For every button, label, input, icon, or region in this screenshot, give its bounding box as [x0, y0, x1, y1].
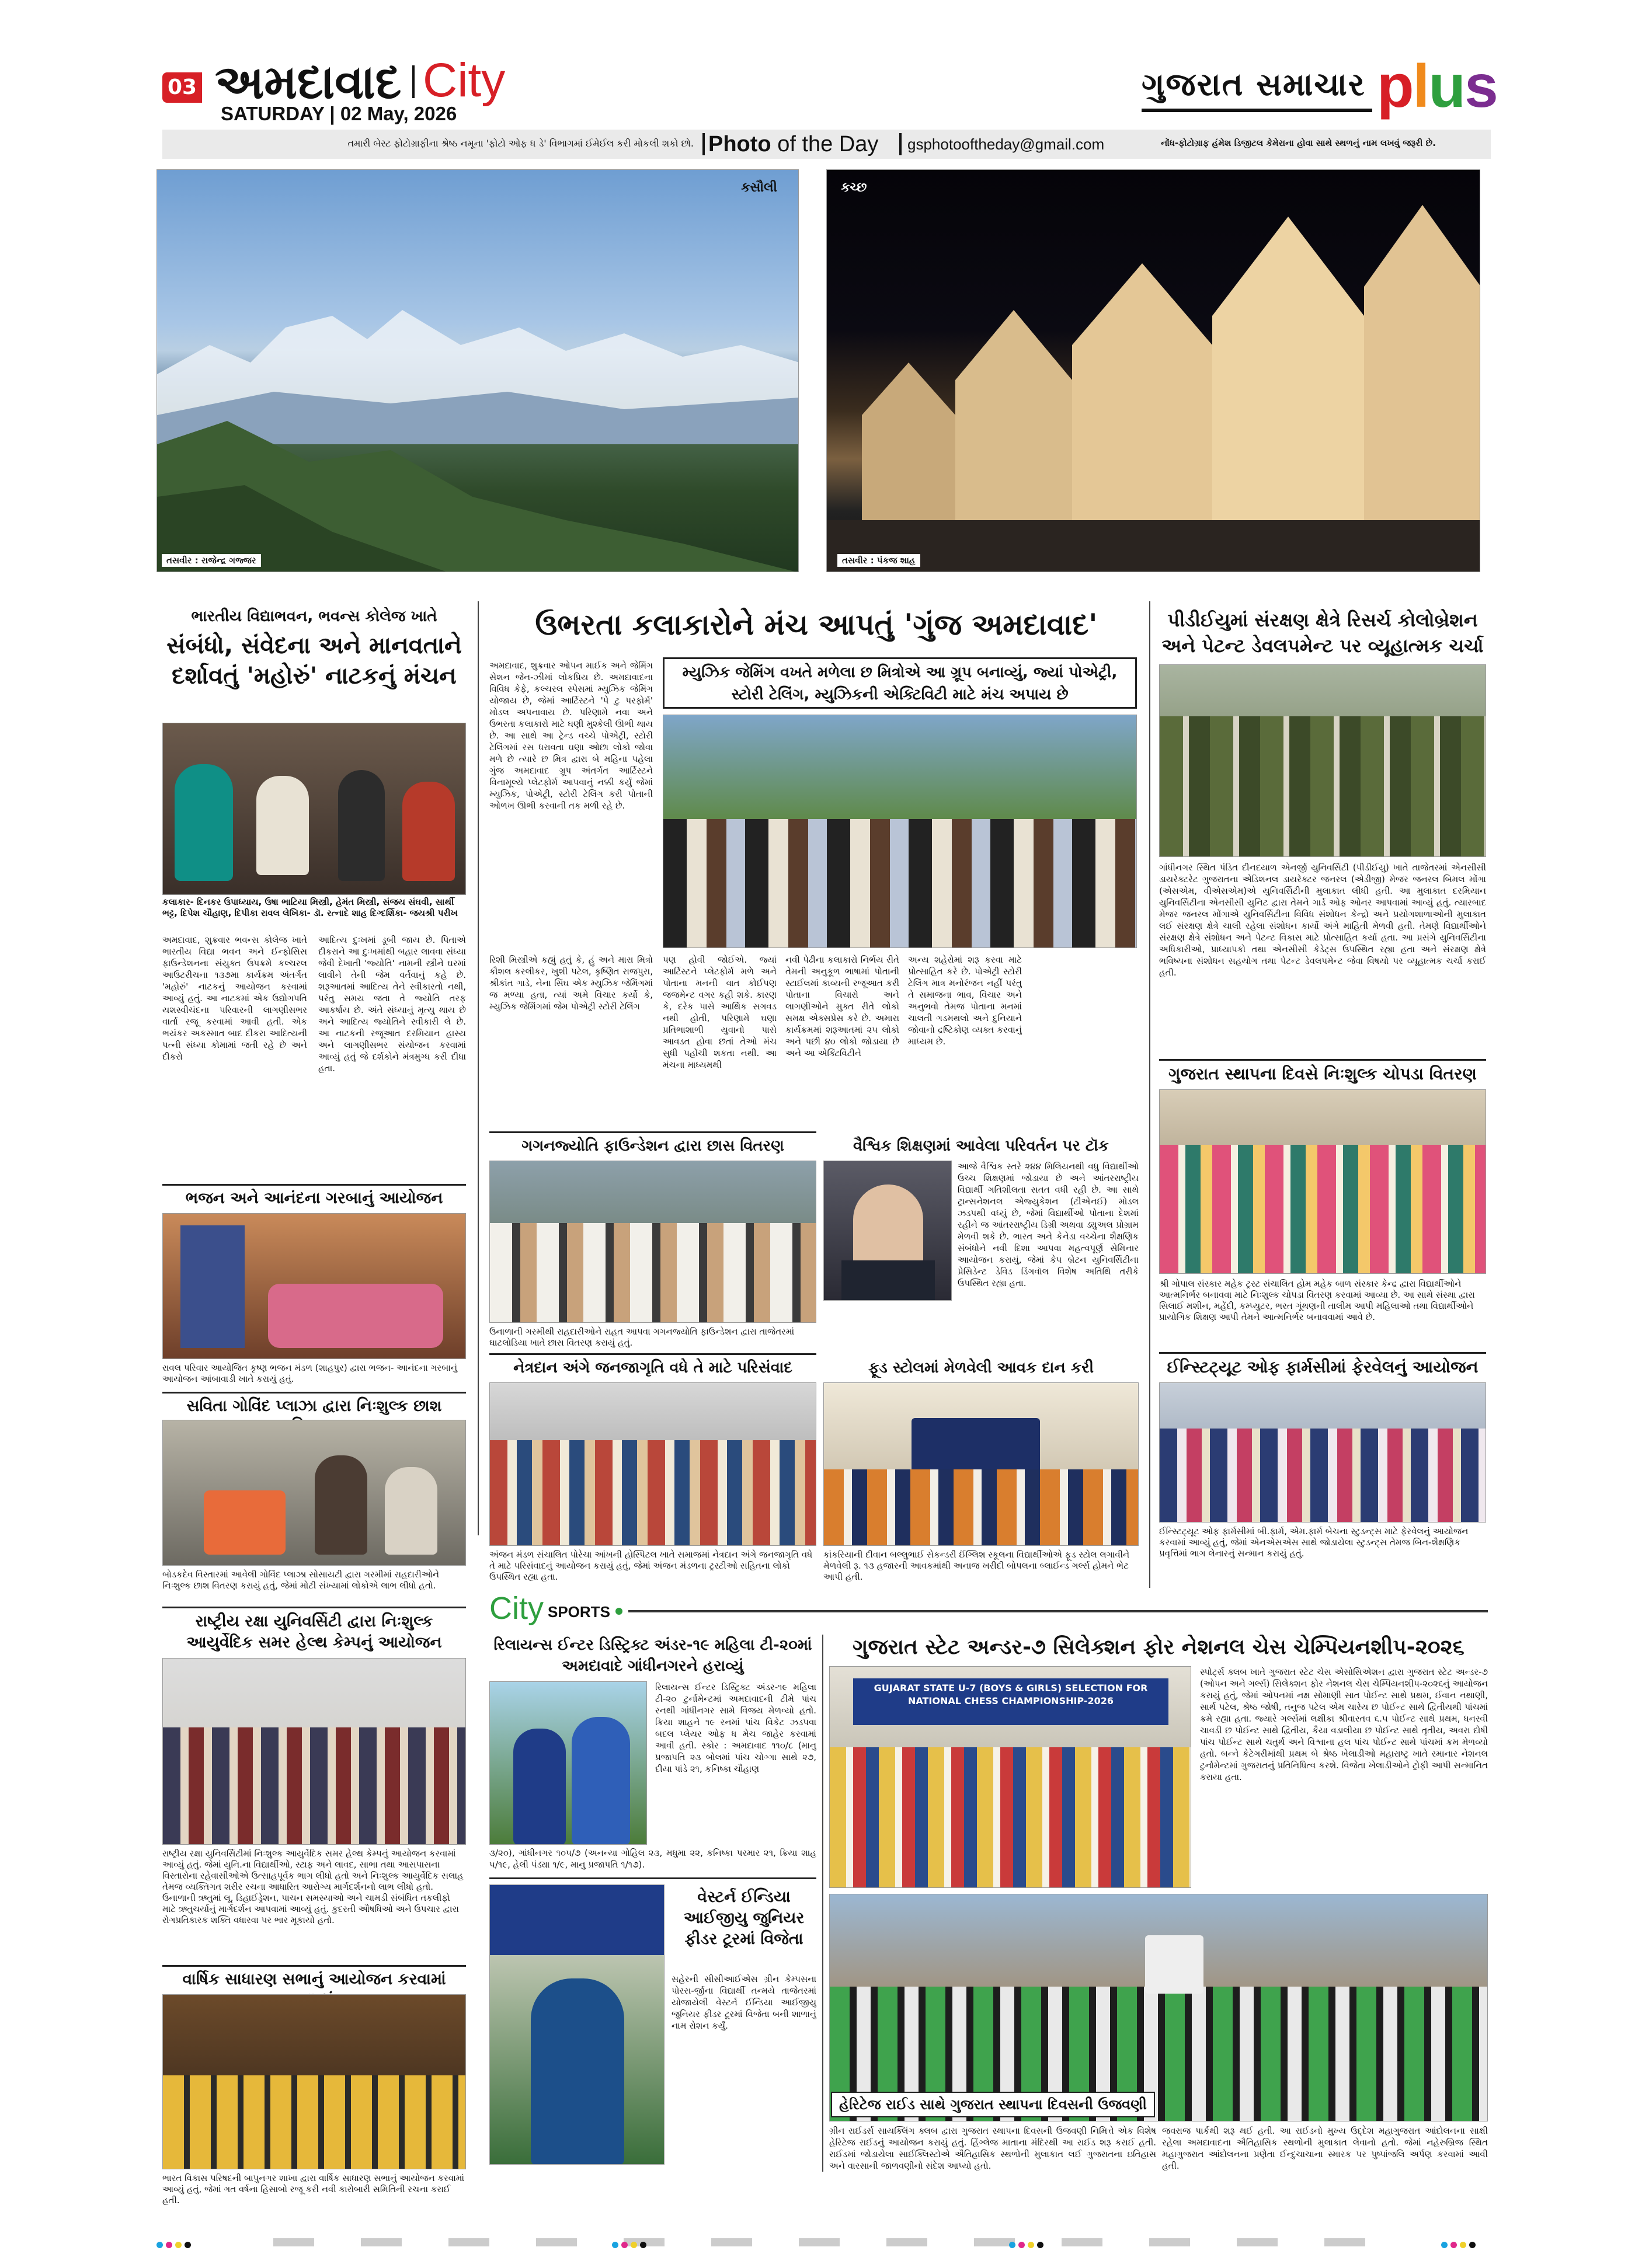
col1-headline: સંબંધો, સંવેદના અને માનવતાને દર્શાવતું 'મહોરું' નાટકનું મંચન: [166, 632, 462, 689]
col1-head-bhajan: ભજન અને આનંદના ગરબાનું આયોજન: [185, 1189, 443, 1207]
photo-bar-email[interactable]: gsphotooftheday@gmail.com: [907, 135, 1105, 153]
center-boxhead: મ્યુઝિક જેમિંગ વખતે મળેલા છ મિત્રોએ આ ગ્રૂપ બનાવ્યું, જ્યાં પોએટ્રી, સ્ટોરી ટેલિંગ, મ્યુઝિકની એક્ટિવિટી માટે મંચ અપાય છે: [663, 657, 1137, 709]
sports-body-chess: સ્પોર્ટ્સ ક્લબ ખાતે ગુજરાત સ્ટેટ ચેસ એસોસિએશન દ્વારા ગુજરાત સ્ટેટ અન્ડર-૭ (ઓપન અને ગર્લ્સ) સિલેક્શન ફોર નેશનલ ચેસ ચેમ્પિયનશીપ-૨૦૨૬નું આયોજન કરાયું હતું, જેમાં ઓપનમાં નક્ષ સોમાણી સાત પોઈન્ટ સાથે પ્રથમ, ઈવાન નથાણી, સાર્થ પટેલ, શ્રેષ્ઠ જોષી, તનુજ પટેલ એમ ચારેય છ પોઈન્ટ સાથે દ્વિતીયથી પાંચમાં ક્રમે રહ્યા હતા. જ્યારે ગર્લ્સમાં લક્ષીકા શ્રીવાસ્તવ ૬.૫ પોઈન્ટ સાથે પ્રથમ, ધનસ્વી ચાવડી છ પોઈન્ટ સાથે દ્વિતીય, કૈયા વડાલીયા છ પોઈન્ટ સાથે તૃતીય, અવરા દોષી પાંચ પોઈન્ટ સાથે ચતુર્થ અને વિશ્વાના હલ પાંચ પોઈન્ટ સાથે પાંચમાં ક્રમ મેળવ્યો હતો. બન્ને કેટેગરીમાંથી પ્રથમ બે શ્રેષ્ઠ ખેલાડીઓ મહારાષ્ટ્ર ખાતે રમાનાર નેશનલ ટુર્નામેન્ટમાં ગુજરાતનું પ્રતિનિધિત્વ કરશે. વિજેતા ખેલાડીઓને ટ્રોફી આપી સન્માનિત કરાયા હતા.: [1200, 1667, 1488, 1782]
col1-rule-1: [162, 1184, 466, 1186]
sports-header: [489, 1593, 1488, 1624]
ride-banner: [1145, 1935, 1203, 1994]
sports-body-cricket: રિલાયન્સ ઈન્ટર ડિસ્ટ્રિક્ટ અંડર-૧૯ મહિલા ટી-૨૦ ટુર્નામેન્ટમાં અમદાવાદની ટીમે પાંચ રનથી ગાંધીનગર સામે વિજય મેળવ્યો હતો. ક્રિયા શાહને ૧૯ રનમાં પાંચ વિકેટ ઝડપવા બદલ પ્લેયર ઓફ ધ મેચ જાહેર કરવામાં આવી હતી. સ્કોર : અમદાવાદ ૧૧૦/૮ (માનુ પ્રજાપતિ ૨૩ બોલમાં પાંચ ચોગ્ગા સાથે ૨૭, દીયા પાંડે ૨૧, કનિષ્કા ચૌહાણ: [655, 1682, 816, 1774]
sports-photo-golf: [489, 1884, 665, 2165]
sports-photo-chess: [829, 1666, 1191, 1888]
center-photo-netra: [489, 1382, 816, 1546]
sports-body-golf: સહેરની સીસીઆઈએસ ગ્રીન કેમ્પસના પોરસ-ર્જીના વિદ્યાર્થી તન્મયે તાજેતરમાં યોજાયેલી વેસ્ટર્ન ઈન્ડિયા આઈજીયુ જુનિયર ફીડર ટૂરમાં વિજેતા બની શાળાનું નામ રોશન કર્યું.: [672, 1974, 816, 2031]
photo-bar-note-left: તમારી બેસ્ટ ફોટોગ્રાફીના શ્રેષ્ઠ નમૂના 'ફોટો ઓફ ધ ડે' વિભાગમાં ઈમેઈલ કરી મોકલી શકો છો.: [347, 138, 694, 149]
col1-caption: કલાકાર- દિનકર ઉપાધ્યાય, ઉષા ભાટિયા મિસ્ત્રી, હેમંત મિસ્ત્રી, સંજય સંઘવી, સાર્થી ભટ્ટ, દિપેશ ચૌહાણ, દિપીકા રાવલ લેખિકા- ડૉ. રત્નાદે શાહ દિગ્દર્શિકા- જયશ્રી પરીખ: [162, 897, 458, 918]
col1-photo-rru: [162, 1658, 466, 1845]
sports-rule-1: [489, 1877, 816, 1879]
section-divider: [412, 65, 415, 98]
sports-body-ride-b: જવરાજ પાર્કથી શરૂ થઈ હતી. આ રાઈડનો મુખ્ય ઉદ્દેશ મહાગુજરાત આંદોલનના સાક્ષી રહેલા અમદાવાદના ઐતિહાસિક સ્થળોની મુલાકાત લેવાનો હતો. જેમાં નહેરુબ્રિજ સ્થિત મહાગુજરાત આંદોલનના પ્રણેતા ઈન્દુચાચાના સ્મારક પર પુષ્પાંજલિ અર્પણ કરવામાં આવી હતી.: [1162, 2126, 1488, 2171]
center-photo-gunj: [663, 715, 1137, 948]
col1-caption-bhajan: રાવલ પરિવાર આયોજિત કૃષ્ણ ભજન મંડળ (શાહપુર) દ્વારા ભજન- આનંદના ગરબાનું આયોજન આંબાવાડી ખાતે કરાયું હતું.: [162, 1363, 458, 1384]
masthead: [0, 0, 1635, 130]
col4-caption-pharmacy: ઈન્સ્ટિટ્યૂટ ઓફ ફાર્મસીમાં બી.ફાર્મ, એમ.ફાર્મ બેચના સ્ટુડન્ટ્સ માટે ફેરવેલનું આયોજન કરવામાં આવ્યું હતું, જેમાં એનએસએસ સાથે જોડાયેલા સ્ટુડન્ટ્સ તેમજ બિન-શૈક્ષણિક પ્રવૃત્તિમાં ભાગ લેનારનું સન્માન કરાયું હતું.: [1159, 1526, 1469, 1559]
footer-marks: [156, 2235, 1494, 2252]
sports-photo-ride: [829, 1894, 1488, 2121]
plus-logo: plus: [1377, 53, 1497, 120]
sports-head-chess: ગુજરાત સ્ટેટ અન્ડર-૭ સિલેક્શન ફોર નેશનલ ચેસ ચેમ્પિયનશીપ-૨૦૨૬: [853, 1635, 1464, 1659]
col1-rule-3: [162, 1607, 466, 1608]
col1-photo-drama: [162, 723, 466, 895]
col-divider-1: [478, 601, 479, 1535]
photo-bar-title-b: of the Day: [771, 132, 879, 156]
center-photo-gagan: [489, 1161, 816, 1323]
center-body-a: પણ હોવી જોઈએ. જ્યાં આર્ટિસ્ટને પ્લેટફોર્મ મળે અને પોતાના મનની વાત કોઈપણ જજમેન્ટ વગર કહી શકે. કારણ કે, દરેક પાસે આર્થિક સગવડ નથી હોતી, પરિણામે ઘણા પ્રતિભાશાળી યુવાનો પાસે આવડત હોવા છતાં તેઓ મંચ સુધી પહોંચી શકતા નથી. આ મંચના માધ્યમથી: [663, 954, 777, 1070]
temple-silhouette: [827, 170, 1480, 572]
sports-body-ride: ગ્રીન રાઈડર્સ સાયક્લિંગ ક્લબ દ્વારા ગુજરાત સ્થાપના દિવસની ઉજવણી નિમિત્તે એક વિશેષ હેરિટેજ રાઈડનું આયોજન કરાયું હતું. હિંગ્લેજ માતાના મંદિરથી આ રાઈડ શરૂ કરાઈ હતી. રાઈડમાં જોડાયેલા સાઈક્લિસ્ટોએ ઐતિહાસિક સ્થળોની મુલાકાત લઈ ગુજરાતના ઇતિહાસ અને વારસાની જાળવણીનો સંદેશ આપ્યો હતો.: [829, 2126, 1156, 2171]
col4-photo-pharmacy: [1159, 1382, 1486, 1523]
sports-label: SPORTS: [548, 1603, 610, 1621]
mountain-range: [157, 170, 799, 572]
col1-photo-chhash: [162, 1420, 466, 1566]
col1-rule-2: [162, 1392, 466, 1393]
photo-bar-note-right: નોંધ-ફોટોગ્રાફ હંમેશ ડિજીટલ કેમેરાના હોવા સાથે સ્થળનું નામ લખવું જરૂરી છે.: [1161, 138, 1436, 148]
center-caption-food: કાંકરિયાની દીવાન બલ્લુભાઈ સેકન્ડરી ઈંગ્લિશ સ્કૂલના વિદ્યાર્થીઓએ ફૂડ સ્ટોલ લગાવીને મેળવેલી રૂ. ૧૩ હજારની આવકમાંથી અનાજ ખરીદી બોપલના બ્લાઈન્ડ ગર્લ્સ હોમને ભેટ આપી હતી.: [823, 1549, 1130, 1582]
sports-head-golf: વેસ્ટર્ન ઈન્ડિયા આઈજીયુ જુનિયર ફીડર ટૂરમાં વિજેતા: [683, 1888, 805, 1948]
sports-dot: [615, 1608, 622, 1615]
photo-kutch-credit: તસવીર : પંકજ શાહ: [837, 554, 920, 567]
page-number: 03: [162, 72, 202, 103]
center-head-gagan: ગગનજ્યોતિ ફાઉન્ડેશન દ્વારા છાસ વિતરણ: [521, 1137, 784, 1155]
sports-head-cricket: રિલાયન્સ ઈન્ટર ડિસ્ટ્રિક્ટ અંડર-૧૯ મહિલા ટી-૨૦માં અમદાવાદે ગાંધીનગરને હરાવ્યું: [493, 1636, 812, 1675]
center-head-netra: નેત્રદાન અંગે જનજાગૃતિ વધે તે માટે પરિસંવાદ: [513, 1359, 792, 1377]
chess-banner: GUJARAT STATE U-7 (BOYS & GIRLS) SELECTION FOR NATIONAL CHESS CHAMPIONSHIP-2026: [853, 1678, 1168, 1725]
col1-caption-chhash: બોડકદેવ વિસ્તારમાં આવેલી ગોવિંદ પ્લાઝા સોસાયટી દ્વારા ગરમીમાં રાહદારીઓને નિઃશુલ્ક છાશ વિતરણ કરાયું હતું, જેમાં મોટી સંખ્યામાં લોકોએ લાભ લીધો હતો.: [162, 1569, 440, 1591]
paper-name: ગુજરાત સમાચાર: [1142, 65, 1366, 103]
center-rule-2: [489, 1353, 816, 1355]
col1-caption-rru: રાષ્ટ્રીય રક્ષા યુનિવર્સિટીમાં નિઃશુલ્ક આયુર્વેદિક સમર હેલ્થ કેમ્પનું આયોજન કરવામાં આવ્યું હતું. જેમાં યુનિ.ના વિદ્યાર્થીઓ, સ્ટાફ અને લાવદ, સાભા તથા આસપાસના વિસ્તારોના રહેવાસીઓએ ઉત્સાહપૂર્વક ભાગ લીધો હતો અને નિઃશુલ્ક આયુર્વેદિક સલાહ તેમજ વ્યક્તિગત શરીર રચના આધારિત આરોગ્ય માર્ગદર્શનનો લાભ લીધો હતો. ઉનાળાની ઋતુમાં લૂ, ડિહાઈડ્રેશન, પાચન સમસ્યાઓ અને ચામડી સંબંધિત તકલીફો માટે ઋતુચર્યાનું માર્ગદર્શન આપવામાં આવ્યું હતું. કુદરતી ઔષધિઓ અને ઉપચાર દ્વારા રોગપ્રતિકારક શક્તિ વધારવા પર ભાર મૂકાયો હતો.: [162, 1848, 464, 1925]
photo-kutch-place: કચ્છ: [841, 180, 867, 195]
col1-photo-bhajan: [162, 1213, 466, 1359]
col4-photo-chopda: [1159, 1089, 1486, 1274]
center-caption-netra: અંજન મંડળ સંચાલિત પોરેચા આંખની હોસ્પિટલ ખાતે સમાજમાં નેત્રદાન અંગે જનજાગૃતિ વધે તે માટે પરિસંવાદનું આયોજન કરાયું હતું, જેમાં અંજન મંડળના ટ્રસ્ટીઓ સહિતના લોકો ઉપસ્થિત રહ્યા હતા.: [489, 1549, 813, 1582]
photo-kasauli-credit: તસવીર : રાજેન્દ્ર ગજ્જર: [162, 554, 261, 567]
sports-divider: [822, 1635, 823, 2172]
center-photo-food: [823, 1382, 1139, 1546]
col4-rule-1: [1159, 1059, 1486, 1061]
center-rule-1: [489, 1131, 816, 1133]
photo-bar-sep-2: [899, 133, 902, 155]
col4-head-chopda: ગુજરાત સ્થાપના દિવસે નિઃશુલ્ક ચોપડા વિતરણ: [1168, 1064, 1477, 1084]
col1-body-b: આદિત્ય દુઃખમાં ડૂબી જાય છે. પિતાએ દીકરાને આ દુઃખમાંથી બહાર લાવવા સંધ્યા જેવી દેખાતી 'જ્યોતિ' નામની સ્ત્રીને ઘરમાં લાવીને તેની જેમ વર્તવાનું કહે છે. શરૂઆતમાં આદિત્ય તેને સ્વીકારતો નથી, પરંતુ સમય જતા તે જ્યોતિ તરફ આકર્ષાય છે. અંતે સંધ્યાનું મૃત્યુ થાય છે અને આદિત્ય જ્યોતિને સ્વીકારી લે છે. આ નાટકની રજૂઆત દરમિયાન હાસ્ય અને લાગણીસભર સંયોજન કરવામાં આવ્યું હતું જે દર્શકોને મંત્રમુગ્ધ કરી દીધા હતા.: [318, 935, 466, 1074]
photo-bar-sep-1: [702, 133, 705, 155]
col-divider-2: [1149, 601, 1150, 1588]
center-body-talk: આજે વૈશ્વિક સ્તરે ૨૪૪ મિલિયનથી વધુ વિદ્યાર્થીઓ ઉચ્ચ શિક્ષણમાં જોડાયા છે અને આંતરરાષ્ટ્રીય વિદ્યાર્થી ગતિશીલતા સતત વધી રહી છે. આ સાથે ટ્રાન્સનેશનલ એજ્યુકેશન (ટીએનઈ) મોડલ ઝડપથી વધ્યું છે, જેમાં વિદ્યાર્થીઓ પોતાના દેશમાં રહીને જ આંતરરાષ્ટ્રીય ડિગ્રી અથવા ડ્યુઅલ પ્રોગ્રામ મેળવી શકે છે. ભારત અને કેનેડા વચ્ચેના શૈક્ષણિક સંબંધોને નવી દિશા આપવા મહત્વપૂર્ણ સેમિનાર આયોજન કરાયું, જેમાં કેપ બ્રેટન યુનિવર્સિટીના પ્રેસિડેન્ટ ડેવિડ ડિંગવૉલ વિશેષ અતિથિ તરીકે ઉપસ્થિત રહ્યા હતા.: [958, 1161, 1139, 1288]
col1-caption-agm: ભારત વિકાસ પરિષદની બાપુનગર શાખા દ્વારા વાર્ષિક સાધારણ સભાનું આયોજન કરવામાં આવ્યું હતું, જેમાં ગત વર્ષના હિસાબો રજૂ કરી નવી કારોબારી સમિતિની રચના કરાઈ હતી.: [162, 2173, 465, 2206]
paper-underline: [1142, 109, 1372, 112]
center-head-talk: વૈશ્વિક શિક્ષણમાં આવેલા પરિવર્તન પર ટૉક: [853, 1137, 1109, 1155]
col4-headline: પીડીઈયુમાં સંરક્ષણ ક્ષેત્રે રિસર્ચ કોલોબ્રેશન અને પેટન્ટ ડેવલપમેન્ટ પર વ્યૂહાત્મક ચર્ચા: [1161, 609, 1484, 657]
sports-head-ride: હેરિટેજ રાઈડ સાથે ગુજરાત સ્થાપના દિવસની ઉજવણી: [831, 2092, 1155, 2117]
col4-body-pdeu: ગાંધીનગર સ્થિત પંડિત દીનદયાળ એનર્જી યુનિવર્સિટી (પીડીઈયુ) ખાતે તાજેતરમાં એનસીસી ડાયરેક્ટરેટ ગુજરાતના એડિશનલ ડાયરેક્ટર જનરલ (એડીજી) મેજર જનરલ બિમલ મોંગા (એસએમ, વીએસએમ)એ યુનિવર્સિટીની મુલાકાત લીધી હતી. આ મુલાકાત દરમિયાન યુનિવર્સિટીના એનસીસી યુનિટ દ્વારા તેમને ગાર્ડ ઓફ ઓનર આપવામાં આવ્યું હતું. ત્યારબાદ મેજર જનરલ મોંગાએ યુનિવર્સિટીના વિવિધ સંશોધન કેન્દ્રો અને પ્રયોગશાળાઓની મુલાકાત લઈ સંરક્ષણ ક્ષેત્રે ચાલી રહેલા સંશોધન કાર્યો અંગે માહિતી મેળવી હતી. તેમણે વિદ્યાર્થીઓને સંરક્ષણ ક્ષેત્રે સંશોધન અને પેટન્ટ વિકાસ માટે પ્રોત્સાહિત કર્યા હતા. આ પ્રસંગે યુનિવર્સિટીના અધિકારીઓ, પ્રાધ્યાપકો તથા એનસીસી કેડેટ્સ ઉપસ્થિત રહ્યા હતા અને સંરક્ષણ ક્ષેત્રે ભવિષ્યના સંશોધન સહયોગ તથા પેટન્ટ ડેવલપમેન્ટ જેવા વિષયો પર વ્યૂહાત્મક ચર્ચા કરાઈ હતી.: [1159, 862, 1486, 978]
col1-body-a: અમદાવાદ, શુક્રવાર ભવન્સ કોલેજ ખાતે ભારતીય વિદ્યા ભવન અને ઈન્ફોસિસ ફાઉન્ડેશનના સંયુક્ત ઉપક્રમે કલ્ચરલ આઉટરીચના ૧૩૭મા કાર્યક્રમ અંતર્ગત 'મહોરું' નાટકનું આયોજન કરવામાં આવ્યું હતું. આ નાટકમાં એક ઉદ્યોગપતિ યશસ્વીચંદના પરિવારની લાગણીસભર વાર્તા રજૂ કરવામાં આવી હતી. એક ભયંકર અકસ્માત બાદ દીકરા આદિત્યની પત્ની સંધ્યા કોમામાં જતી રહે છે અને દીકરો: [162, 935, 307, 1062]
col1-head-chhash: સવિતા ગોવિંદ પ્લાઝા દ્વારા નિઃશુલ્ક છાશ: [186, 1397, 442, 1415]
photo-kasauli: [156, 169, 799, 572]
center-body-b: રિશી મિસ્ત્રીએ કહ્યું હતું કે, હું અને મારા મિત્રો કૌશલ કરલીકર, ખુશી પટેલ, કૃષ્ણિત રાજપુરા, શ્રીકાંત ગાડે, નેના સિંઘ એક મ્યુઝિક જેમિંગમાં જ મળ્યા હતા, ત્યાં અમે વિચાર કર્યો કે, મ્યુઝિક જેમિંગમાં જેમ પોએટ્રી સ્ટોરી ટેલિંગ: [489, 954, 653, 1012]
photo-of-day-bar: [162, 130, 1491, 159]
col1-photo-agm: [162, 1994, 466, 2169]
sports-body-cricket-b: ૩/૨૦), ગાંધીનગર ૧૦૫/૭ (અનન્યા ગોહિલ ૨૩, મધુમા ૨૨, કનિષ્કા પરમાર ૨૧, ક્રિયા શાહ ૫/૧૯, હેલી પંડ્યા ૧/૯, માનુ પ્રજાપતિ ૧/૧૭).: [489, 1848, 816, 1870]
city-label: City: [423, 54, 506, 107]
sports-rule: [628, 1610, 1488, 1612]
photo-bar-title: [708, 131, 878, 158]
golf-banner: [490, 1885, 665, 1955]
col1-kicker: ભારતીય વિદ્યાભવન, ભવન્સ કોલેજ ખાતે: [191, 608, 437, 625]
col4-photo-pdeu: [1159, 664, 1486, 857]
center-caption-gagan: ઉનાળાની ગરમીથી રાહદારીઓને રાહત આપવા ગગનજ્યોતિ ફાઉન્ડેશન દ્વારા તાજેતરમાં ઘાટલોડિયા ખાતે છાસ વિતરણ કરાયું હતું.: [489, 1326, 795, 1348]
col4-head-pharmacy: ઈન્સ્ટિટ્યૂટ ઓફ ફાર્મસીમાં ફેરવેલનું આયોજન: [1167, 1357, 1479, 1377]
photo-bar-title-a: Photo: [708, 132, 771, 156]
center-intro: અમદાવાદ, શુક્રવાર ઓપન માઈક અને જેમિંગ સેશન જેન-ઝીમાં લોકપ્રિય છે. અમદાવાદના વિવિધ કેફે, કલ્ચરલ સ્પેસમાં મ્યુઝિક જેમિંગ યોજાય છે, જેમાં આર્ટિસ્ટને 'પે ટુ પરફોર્મ' મોડલ અપનાવાય છે. પરિણામે નવા અને ઉભરતા કલાકારો માટે ઘણી મુશ્કેલી ઊભી થાય છે. આ સાથે આ ટ્રેન્ડ વચ્ચે પોએટ્રી, સ્ટોરી ટેલિંગમાં રસ ધરાવતા ઘણા ઓછા લોકો જોવા મળે છે ત્યારે છ મિત્ર દ્વારા બે મહિના પહેલા ગુંજ અમદાવાદ ગ્રૂપ અંતર્ગત આર્ટિસ્ટને વિનામૂલ્યે પ્લેટફોર્મ આપવાનું નક્કી કર્યું જેમાં મ્યુઝિક, પોએટ્રી, સ્ટોરી ટેલિંગ કરી પોતાની ઓળખ ઊભી કરવાની તક મળી રહે છે.: [489, 660, 653, 811]
col1-head-rru: રાષ્ટ્રીય રક્ષા યુનિવર્સિટી દ્વારા નિઃશુલ્ક આયુર્વેદિક સમર હેલ્થ કેમ્પનું આયોજન: [186, 1612, 442, 1652]
col1-head-agm: વાર્ષિક સાધારણ સભાનું આયોજન કરવામાં: [182, 1970, 446, 1988]
sports-photo-cricket: [489, 1681, 647, 1845]
col4-caption-chopda: શ્રી ગોપાલ સંસ્કાર મહેક ટ્રસ્ટ સંચાલિત હોમ મહેક બાળ સંસ્કાર કેન્દ્ર દ્વારા વિદ્યાર્થીઓને આત્મનિર્ભર બનાવવા માટે નિઃશુલ્ક ચોપડા વિતરણ કરવામાં આવ્યા છે. આ સાથે સંસ્થા દ્વારા સિલાઈ મશીન, મહેંદી, કમ્પ્યુટર, ભરત ગૂંથણની તાલીમ આપી મહિલાઓ તથા વિદ્યાર્થીઓને પ્રાયોગિક શિક્ષણ આપી તેમને આત્મનિર્ભર બનાવવામાં આવે છે.: [1159, 1278, 1475, 1322]
issue-date: SATURDAY | 02 May, 2026: [221, 103, 457, 124]
center-headline: ઉભરતા કલાકારોને મંચ આપતું 'ગુંજ અમદાવાદ': [535, 608, 1098, 642]
center-photo-talk: [823, 1161, 952, 1301]
section-title: અમદાવાદ: [215, 55, 402, 109]
col1-rule-4: [162, 1965, 466, 1967]
photo-kutch: [826, 169, 1480, 572]
col4-rule-2: [1159, 1352, 1486, 1354]
center-head-food: ફૂડ સ્ટોલમાં મેળવેલી આવક દાન કરી: [868, 1359, 1094, 1377]
photo-kasauli-place: કસૌલી: [741, 180, 777, 195]
center-body-d: અન્ય શહેરોમાં શરૂ કરવા માટે પ્રોત્સાહિત કરે છે. પોએટ્રી સ્ટોરી ટેલિંગ માત્ર મનોરંજન નહીં પરંતુ તે સમાજના ભાવ, વિચાર અને અનુભવો તેમજ પોતાના મનમાં ચાલતી ગડમથલો અને દુનિયાને જોવાનો દ્રષ્ટિકોણ વ્યક્ત કરવાનું માધ્યમ છે.: [908, 954, 1022, 1047]
center-body-c: નવી પેઢીના કલાકારો નિર્ભય રીતે તેમની અનુકૂળ ભાષામાં પોતાની સ્ટાઈલમાં કાવ્યની રજૂઆત કરી પોતાના વિચારો અને લાગણીઓને મુક્ત રીતે લોકો સમક્ષ એક્સપ્રેસ કરે છે. અમારા કાર્યક્રમમાં શરૂઆતમાં ૨૫ લોકો અને પછી ૪૦ લોકો જોડાયા છે અને આ એક્ટિવિટીને: [785, 954, 899, 1058]
sports-city: City: [489, 1591, 544, 1626]
